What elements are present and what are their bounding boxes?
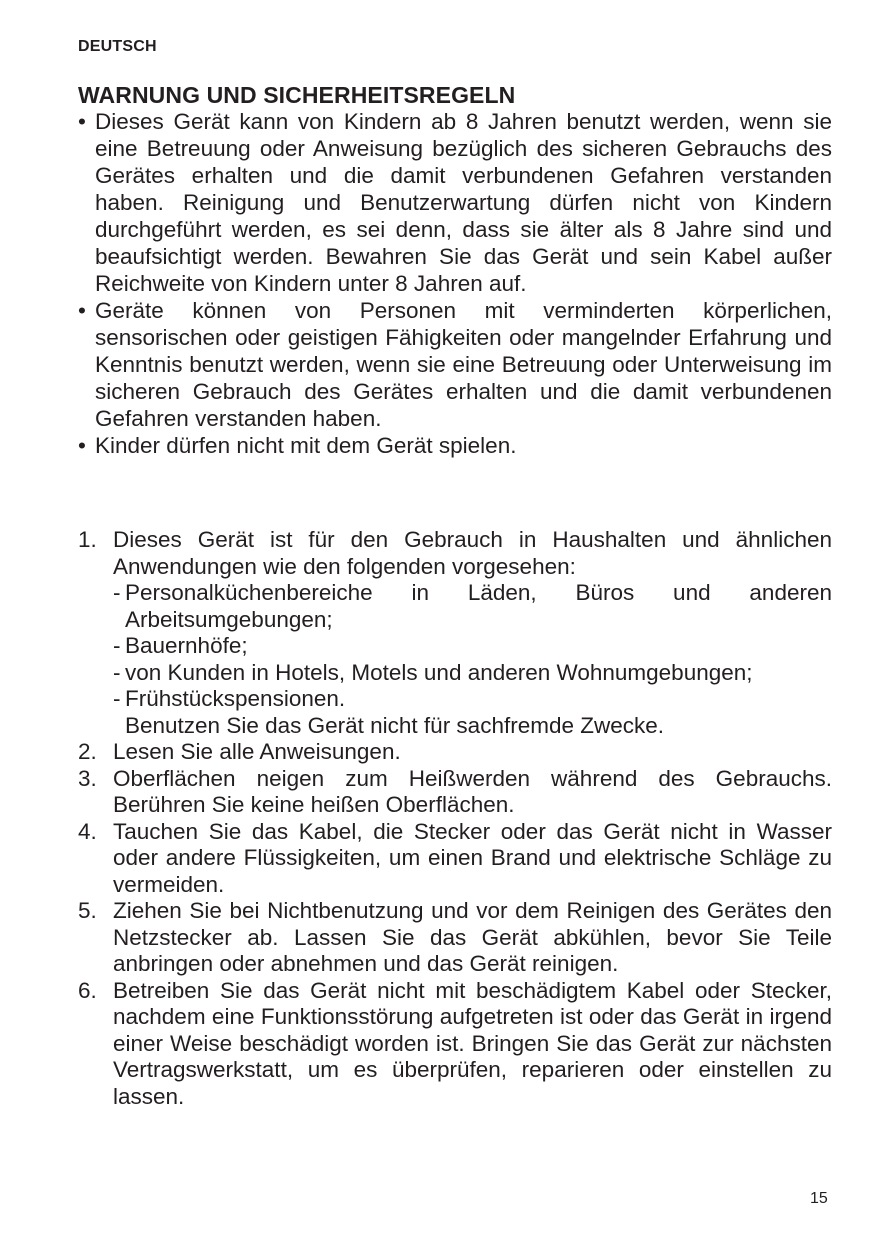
warning-bullet-item bbox=[78, 108, 832, 297]
instruction-number: 4. bbox=[78, 818, 97, 844]
warning-bullet-item bbox=[78, 432, 832, 459]
bullet-symbol: • bbox=[78, 109, 86, 134]
warning-bullet-text: Geräte können von Personen mit verminderten körperlichen, sensorischen oder geistigen Fähigkeiten oder mangelnder Erfahrung und Kenntnis benutzt werden, wenn sie eine Betreuung oder Unterweisung im sicheren Gebrauch des Gerätes erhalten und die damit verbundenen Gefahren verstanden haben. bbox=[95, 298, 832, 431]
instruction-item bbox=[78, 898, 832, 978]
instruction-number: 6. bbox=[78, 977, 97, 1003]
usage-subitem-text: Bauernhöfe; bbox=[125, 633, 248, 658]
instruction-text: Ziehen Sie bei Nichtbenutzung und vor dem Reinigen des Gerätes den Netzstecker ab. Lassen Sie das Gerät abkühlen, bevor Sie Teile anbringen oder abnehmen und das Gerät reinigen. bbox=[113, 898, 832, 976]
instruction-item bbox=[78, 739, 832, 766]
warning-bullet-text: Kinder dürfen nicht mit dem Gerät spielen. bbox=[95, 433, 517, 458]
instruction-number: 3. bbox=[78, 765, 97, 791]
instruction-item bbox=[78, 819, 832, 899]
usage-subitem bbox=[113, 633, 832, 660]
dash-symbol: - bbox=[113, 633, 121, 658]
bullet-symbol: • bbox=[78, 298, 86, 323]
usage-subitem bbox=[113, 580, 832, 633]
instruction-text: Dieses Gerät ist für den Gebrauch in Haushalten und ähnlichen Anwendungen wie den folgenden vorgesehen: bbox=[113, 527, 832, 579]
usage-subitem-text: Frühstückspensionen. bbox=[125, 686, 346, 711]
instruction-item bbox=[78, 978, 832, 1111]
usage-sublist bbox=[113, 580, 832, 713]
language-label: DEUTSCH bbox=[78, 38, 157, 55]
usage-subitem bbox=[113, 660, 832, 687]
dash-symbol: - bbox=[113, 659, 121, 685]
section-title: WARNUNG UND SICHERHEITSREGELN bbox=[78, 82, 516, 108]
instruction-item bbox=[78, 766, 832, 819]
instruction-text: Lesen Sie alle Anweisungen. bbox=[113, 739, 401, 764]
page-number: 15 bbox=[810, 1190, 828, 1207]
instruction-item bbox=[78, 527, 832, 739]
warning-bullet-text: Dieses Gerät kann von Kindern ab 8 Jahren benutzt werden, wenn sie eine Betreuung oder Anweisung bezüglich des sicheren Gebrauchs des Gerätes erhalten und die damit verbundenen Gefahren verstanden haben. Reinigung und Benutzerwartung dürfen nicht von Kindern durchgeführt werden, es sei denn, dass sie älter als 8 Jahre sind und beaufsichtigt werden. Bewahren Sie das Gerät und sein Kabel außer Reichweite von Kindern unter 8 Jahren auf. bbox=[95, 109, 832, 296]
usage-note: Benutzen Sie das Gerät nicht für sachfremde Zwecke. bbox=[125, 712, 665, 738]
instruction-number: 1. bbox=[78, 527, 97, 552]
instruction-text: Oberflächen neigen zum Heißwerden während des Gebrauchs. Berühren Sie keine heißen Oberflächen. bbox=[113, 765, 832, 817]
usage-subitem-text: Personalküchenbereiche in Läden, Büros und anderen Arbeitsumgebungen; bbox=[125, 580, 832, 632]
usage-subitem bbox=[113, 686, 832, 713]
warning-bullet-list bbox=[78, 108, 832, 459]
instruction-text: Tauchen Sie das Kabel, die Stecker oder das Gerät nicht in Wasser oder andere Flüssigkeiten, um einen Brand und elektrische Schläge zu vermeiden. bbox=[113, 818, 832, 897]
dash-symbol: - bbox=[113, 580, 121, 605]
instruction-number: 2. bbox=[78, 739, 97, 764]
warning-bullet-item bbox=[78, 297, 832, 432]
dash-symbol: - bbox=[113, 686, 121, 711]
bullet-symbol: • bbox=[78, 433, 86, 458]
instruction-text: Betreiben Sie das Gerät nicht mit beschädigtem Kabel oder Stecker, nachdem eine Funktionsstörung aufgetreten ist oder das Gerät in irgend einer Weise beschädigt worden ist. Bringen Sie das Gerät zur nächsten Vertragswerkstatt, um es überprüfen, reparieren oder einstellen zu lassen. bbox=[113, 977, 832, 1109]
instruction-number: 5. bbox=[78, 898, 97, 923]
instruction-list bbox=[78, 527, 832, 1110]
usage-subitem-text: von Kunden in Hotels, Motels und anderen Wohnumgebungen; bbox=[125, 659, 753, 685]
